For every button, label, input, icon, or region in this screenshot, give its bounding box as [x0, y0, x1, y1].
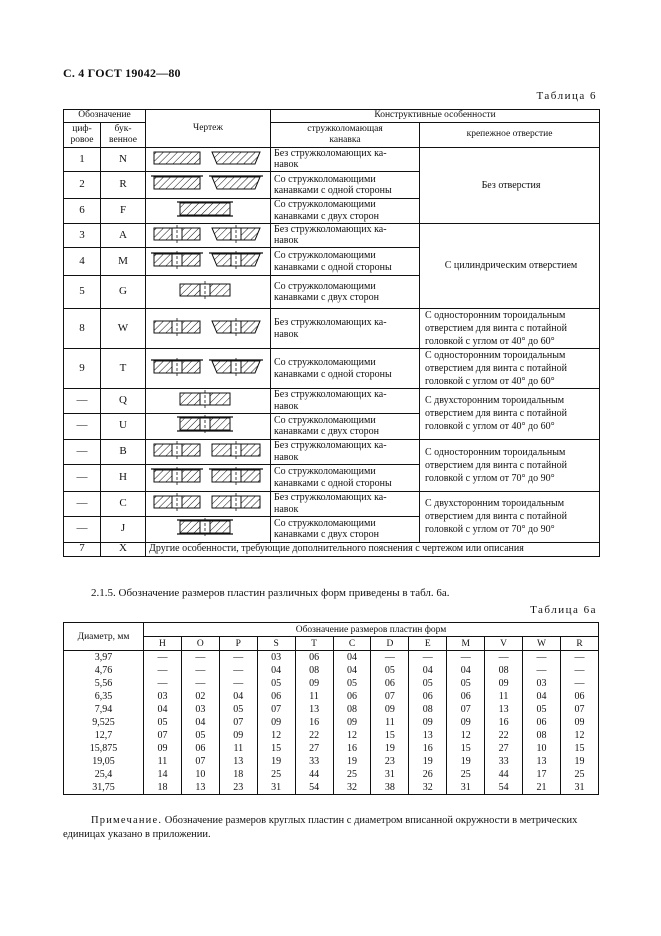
- cell-size: 10: [523, 742, 561, 755]
- cell-size: 31: [371, 768, 409, 781]
- cell-size: 12: [447, 729, 485, 742]
- table-row: [64, 755, 599, 768]
- cell-letter: Q: [101, 389, 146, 414]
- insert-drawing-g: [146, 280, 270, 300]
- insert-drawing-b: [146, 440, 270, 460]
- cell-digital: 4: [64, 248, 101, 276]
- cell-size: 16: [333, 742, 371, 755]
- cell-digital: —: [64, 516, 101, 542]
- cell-chip-groove: Со стружколомающими канавками с двух сторон: [271, 199, 420, 224]
- cell-diameter: 5,56: [64, 677, 144, 690]
- cell-size: 19: [257, 755, 295, 768]
- cell-size: 11: [371, 716, 409, 729]
- cell-size: —: [447, 651, 485, 665]
- cell-chip-groove: Без стружколомающих ка- навок: [271, 147, 420, 172]
- header-form-t: T: [295, 637, 333, 651]
- cell-diameter: 31,75: [64, 781, 144, 795]
- header-mount-hole: крепежное отверстие: [420, 122, 600, 147]
- cell-drawing: [146, 491, 271, 516]
- cell-mount-hole: С цилиндрическим отверстием: [420, 223, 600, 309]
- table-row: [64, 542, 600, 556]
- cell-size: 13: [409, 729, 447, 742]
- cell-digital: 9: [64, 349, 101, 389]
- table-row: [64, 729, 599, 742]
- cell-size: 13: [523, 755, 561, 768]
- note-text: Обозначение размеров круглых пластин с диаметром вписанной окружности в метрических единицах указано в приложении.: [63, 815, 578, 840]
- cell-size: 03: [181, 703, 219, 716]
- cell-size: 23: [219, 781, 257, 795]
- table-row: [64, 309, 600, 349]
- table-row: [64, 742, 599, 755]
- cell-size: —: [560, 664, 598, 677]
- cell-size: 06: [333, 690, 371, 703]
- cell-size: 15: [257, 742, 295, 755]
- cell-size: 05: [219, 703, 257, 716]
- insert-drawing-t: [146, 357, 270, 377]
- cell-digital: —: [64, 491, 101, 516]
- cell-size: 33: [295, 755, 333, 768]
- header-form-v: V: [485, 637, 523, 651]
- cell-size: 07: [181, 755, 219, 768]
- cell-size: 11: [219, 742, 257, 755]
- cell-size: 15: [560, 742, 598, 755]
- cell-mount-hole: С односторонним тороидальным отверстием для винта с потайной головкой с углом от 40° до 60°: [420, 309, 600, 349]
- cell-drawing: [146, 172, 271, 199]
- cell-diameter: 3,97: [64, 651, 144, 665]
- cell-chip-groove: Со стружколомающими канавками с двух сторон: [271, 276, 420, 309]
- cell-drawing: [146, 248, 271, 276]
- cell-size: 25: [333, 768, 371, 781]
- cell-chip-groove: Со стружколомающими канавками с одной стороны: [271, 248, 420, 276]
- cell-chip-groove: Без стружколомающих ка- навок: [271, 389, 420, 414]
- table6-caption: Таблица 6: [536, 90, 597, 102]
- cell-size: 06: [560, 690, 598, 703]
- cell-drawing: [146, 389, 271, 414]
- table-row: [64, 768, 599, 781]
- cell-chip-groove: Без стружколомающих ка- навок: [271, 439, 420, 464]
- cell-size: 06: [371, 677, 409, 690]
- cell-chip-groove: Без стружколомающих ка- навок: [271, 309, 420, 349]
- cell-size: 04: [333, 664, 371, 677]
- insert-drawing-n: [146, 148, 270, 168]
- cell-mount-hole: Без отверстия: [420, 147, 600, 223]
- cell-size: 05: [181, 729, 219, 742]
- header-form-c: C: [333, 637, 371, 651]
- cell-diameter: 12,7: [64, 729, 144, 742]
- cell-size: 19: [371, 742, 409, 755]
- cell-size: —: [523, 651, 561, 665]
- cell-size: —: [485, 651, 523, 665]
- cell-chip-groove: Без стружколомающих ка- навок: [271, 223, 420, 248]
- cell-letter: B: [101, 439, 146, 464]
- cell-size: 09: [257, 716, 295, 729]
- cell-chip-groove: Со стружколомающими канавками с одной стороны: [271, 172, 420, 199]
- cell-size: 11: [144, 755, 182, 768]
- cell-size: 32: [333, 781, 371, 795]
- cell-size: —: [144, 664, 182, 677]
- cell-size: 04: [181, 716, 219, 729]
- header-designation: Обозначение: [64, 110, 146, 123]
- table-row: [64, 147, 600, 172]
- header-form-r: R: [560, 637, 598, 651]
- table6a-caption: Таблица 6а: [530, 604, 597, 616]
- insert-drawing-u: [146, 414, 270, 434]
- cell-chip-groove: Со стружколомающими канавками с двух сторон: [271, 413, 420, 439]
- cell-digital: 1: [64, 147, 101, 172]
- paragraph-2-1-5: 2.1.5. Обозначение размеров пластин различных форм приведены в табл. 6а.: [91, 587, 450, 599]
- cell-letter: T: [101, 349, 146, 389]
- cell-size: 27: [295, 742, 333, 755]
- cell-digital: 6: [64, 199, 101, 224]
- cell-mount-hole: С односторонним тороидальным отверстием для винта с потайной головкой с углом от 40° до 60°: [420, 349, 600, 389]
- cell-size: 07: [447, 703, 485, 716]
- cell-size: 04: [447, 664, 485, 677]
- header-form-s: S: [257, 637, 295, 651]
- cell-size: 22: [485, 729, 523, 742]
- cell-diameter: 19,05: [64, 755, 144, 768]
- cell-size: 06: [409, 690, 447, 703]
- cell-letter: A: [101, 223, 146, 248]
- cell-size: 25: [560, 768, 598, 781]
- table-6a: [63, 622, 599, 795]
- cell-size: 32: [409, 781, 447, 795]
- cell-size: 19: [333, 755, 371, 768]
- cell-size: 07: [560, 703, 598, 716]
- cell-chip-groove: Со стружколомающими канавками с одной стороны: [271, 349, 420, 389]
- header-form-w: W: [523, 637, 561, 651]
- table-row: [64, 223, 600, 248]
- cell-size: 08: [409, 703, 447, 716]
- cell-digital: 8: [64, 309, 101, 349]
- table-row: [64, 690, 599, 703]
- cell-size: 27: [485, 742, 523, 755]
- cell-size: 12: [333, 729, 371, 742]
- cell-size: 44: [485, 768, 523, 781]
- table-6: [63, 109, 600, 557]
- cell-size: 05: [447, 677, 485, 690]
- cell-size: 07: [257, 703, 295, 716]
- cell-letter: W: [101, 309, 146, 349]
- cell-digital: —: [64, 413, 101, 439]
- cell-size: 05: [409, 677, 447, 690]
- cell-digital: 5: [64, 276, 101, 309]
- insert-drawing-j: [146, 517, 270, 537]
- cell-size: 04: [144, 703, 182, 716]
- cell-size: 05: [257, 677, 295, 690]
- table-row: [64, 677, 599, 690]
- cell-size: 19: [409, 755, 447, 768]
- cell-size: 33: [485, 755, 523, 768]
- header-size-designation: Обозначение размеров пластин форм: [144, 623, 599, 637]
- cell-mount-hole: С двухсторонним тороидальным отверстием для винта с потайной головкой с углом от 40° до 60°: [420, 389, 600, 440]
- cell-size: —: [181, 677, 219, 690]
- cell-letter: G: [101, 276, 146, 309]
- cell-size: —: [219, 677, 257, 690]
- cell-size: 15: [447, 742, 485, 755]
- table-row: [64, 664, 599, 677]
- cell-chip-groove: Со стружколомающими канавками с двух сторон: [271, 516, 420, 542]
- cell-drawing: [146, 147, 271, 172]
- table-row: [64, 439, 600, 464]
- cell-size: 54: [295, 781, 333, 795]
- cell-size: 12: [257, 729, 295, 742]
- cell-size: 08: [485, 664, 523, 677]
- header-form-m: M: [447, 637, 485, 651]
- cell-size: 04: [257, 664, 295, 677]
- cell-size: 06: [257, 690, 295, 703]
- cell-size: 13: [181, 781, 219, 795]
- cell-diameter: 6,35: [64, 690, 144, 703]
- cell-size: 08: [295, 664, 333, 677]
- cell-chip-groove: Без стружколомающих ка- навок: [271, 491, 420, 516]
- cell-letter: R: [101, 172, 146, 199]
- cell-drawing: [146, 439, 271, 464]
- cell-size: 11: [485, 690, 523, 703]
- page-header: С. 4 ГОСТ 19042—80: [63, 66, 181, 80]
- cell-diameter: 15,875: [64, 742, 144, 755]
- header-letter: бук- венное: [101, 122, 146, 147]
- cell-drawing: [146, 309, 271, 349]
- cell-letter: H: [101, 464, 146, 491]
- insert-drawing-r: [146, 173, 270, 193]
- cell-size: 09: [295, 677, 333, 690]
- cell-size: 03: [144, 690, 182, 703]
- cell-diameter: 25,4: [64, 768, 144, 781]
- cell-size: 04: [409, 664, 447, 677]
- header-design: Конструктивные особенности: [271, 110, 600, 123]
- table-row: [64, 781, 599, 795]
- cell-letter: U: [101, 413, 146, 439]
- cell-diameter: 9,525: [64, 716, 144, 729]
- cell-letter: N: [101, 147, 146, 172]
- cell-size: 05: [371, 664, 409, 677]
- cell-size: —: [523, 664, 561, 677]
- cell-digital: —: [64, 439, 101, 464]
- header-form-p: P: [219, 637, 257, 651]
- cell-size: 06: [181, 742, 219, 755]
- cell-size: 11: [295, 690, 333, 703]
- insert-drawing-c: [146, 492, 270, 512]
- cell-letter: M: [101, 248, 146, 276]
- cell-digital: —: [64, 464, 101, 491]
- cell-diameter: 4,76: [64, 664, 144, 677]
- cell-size: 08: [333, 703, 371, 716]
- cell-size: 16: [409, 742, 447, 755]
- cell-size: —: [409, 651, 447, 665]
- cell-drawing: [146, 199, 271, 224]
- table-row: [64, 389, 600, 414]
- insert-drawing-a: [146, 224, 270, 244]
- cell-other-features: Другие особенности, требующие дополнительного пояснения с чертежом или описания: [146, 542, 600, 556]
- cell-size: —: [181, 664, 219, 677]
- cell-size: 07: [219, 716, 257, 729]
- note-label: Примечание.: [91, 815, 163, 826]
- cell-size: 14: [144, 768, 182, 781]
- cell-size: 05: [144, 716, 182, 729]
- cell-chip-groove: Со стружколомающими канавками с одной стороны: [271, 464, 420, 491]
- cell-digital: 7: [64, 542, 101, 556]
- cell-size: 09: [144, 742, 182, 755]
- cell-size: 44: [295, 768, 333, 781]
- header-form-o: O: [181, 637, 219, 651]
- cell-size: 25: [447, 768, 485, 781]
- cell-size: 25: [257, 768, 295, 781]
- header-diameter: Диаметр, мм: [64, 623, 144, 651]
- cell-size: 03: [523, 677, 561, 690]
- cell-letter: C: [101, 491, 146, 516]
- cell-size: 31: [447, 781, 485, 795]
- cell-drawing: [146, 516, 271, 542]
- cell-size: 15: [371, 729, 409, 742]
- insert-drawing-f: [146, 199, 270, 219]
- table-row: [64, 703, 599, 716]
- cell-size: 31: [560, 781, 598, 795]
- cell-size: —: [560, 651, 598, 665]
- cell-size: 19: [560, 755, 598, 768]
- header-chip-groove: стружколомающая канавка: [271, 122, 420, 147]
- cell-size: —: [181, 651, 219, 665]
- cell-size: —: [371, 651, 409, 665]
- cell-size: 22: [295, 729, 333, 742]
- cell-size: 21: [523, 781, 561, 795]
- cell-digital: 2: [64, 172, 101, 199]
- note: [63, 814, 599, 842]
- cell-size: 04: [333, 651, 371, 665]
- cell-size: 16: [485, 716, 523, 729]
- cell-size: 02: [181, 690, 219, 703]
- cell-size: 13: [295, 703, 333, 716]
- cell-diameter: 7,94: [64, 703, 144, 716]
- cell-size: 12: [560, 729, 598, 742]
- header-form-e: E: [409, 637, 447, 651]
- cell-size: 17: [523, 768, 561, 781]
- cell-size: 16: [295, 716, 333, 729]
- cell-letter: X: [101, 542, 146, 556]
- insert-drawing-q: [146, 389, 270, 409]
- cell-size: —: [144, 677, 182, 690]
- insert-drawing-m: [146, 250, 270, 270]
- cell-size: 09: [219, 729, 257, 742]
- cell-size: 04: [523, 690, 561, 703]
- cell-size: 09: [409, 716, 447, 729]
- header-drawing: Чертеж: [146, 110, 271, 148]
- cell-size: 08: [523, 729, 561, 742]
- cell-size: 09: [447, 716, 485, 729]
- cell-digital: 3: [64, 223, 101, 248]
- cell-size: 19: [447, 755, 485, 768]
- cell-size: 04: [219, 690, 257, 703]
- header-form-d: D: [371, 637, 409, 651]
- cell-size: 05: [523, 703, 561, 716]
- cell-mount-hole: С односторонним тороидальным отверстием для винта с потайной головкой с углом от 70° до 90°: [420, 439, 600, 491]
- cell-size: 18: [219, 768, 257, 781]
- table-row: [64, 349, 600, 389]
- cell-letter: J: [101, 516, 146, 542]
- cell-size: 09: [485, 677, 523, 690]
- cell-size: 38: [371, 781, 409, 795]
- cell-size: 09: [333, 716, 371, 729]
- header-digital: циф- ровое: [64, 122, 101, 147]
- table-row: [64, 651, 599, 665]
- cell-size: 07: [371, 690, 409, 703]
- cell-size: 06: [295, 651, 333, 665]
- cell-size: 07: [144, 729, 182, 742]
- table-row: [64, 491, 600, 516]
- cell-size: —: [560, 677, 598, 690]
- cell-digital: —: [64, 389, 101, 414]
- cell-size: 10: [181, 768, 219, 781]
- cell-drawing: [146, 413, 271, 439]
- cell-size: 54: [485, 781, 523, 795]
- cell-letter: F: [101, 199, 146, 224]
- cell-size: 03: [257, 651, 295, 665]
- header-form-h: H: [144, 637, 182, 651]
- cell-size: 31: [257, 781, 295, 795]
- cell-drawing: [146, 349, 271, 389]
- cell-size: 05: [333, 677, 371, 690]
- cell-size: 09: [371, 703, 409, 716]
- cell-drawing: [146, 276, 271, 309]
- cell-size: —: [219, 664, 257, 677]
- cell-size: 23: [371, 755, 409, 768]
- cell-drawing: [146, 464, 271, 491]
- cell-size: 09: [560, 716, 598, 729]
- cell-size: —: [219, 651, 257, 665]
- insert-drawing-w: [146, 317, 270, 337]
- cell-size: 18: [144, 781, 182, 795]
- cell-mount-hole: С двухсторонним тороидальным отверстием для винта с потайной головкой с углом от 70° до 90°: [420, 491, 600, 542]
- cell-drawing: [146, 223, 271, 248]
- insert-drawing-h: [146, 466, 270, 486]
- cell-size: 06: [447, 690, 485, 703]
- table-row: [64, 716, 599, 729]
- cell-size: 13: [485, 703, 523, 716]
- cell-size: 06: [523, 716, 561, 729]
- cell-size: 26: [409, 768, 447, 781]
- cell-size: 13: [219, 755, 257, 768]
- cell-size: —: [144, 651, 182, 665]
